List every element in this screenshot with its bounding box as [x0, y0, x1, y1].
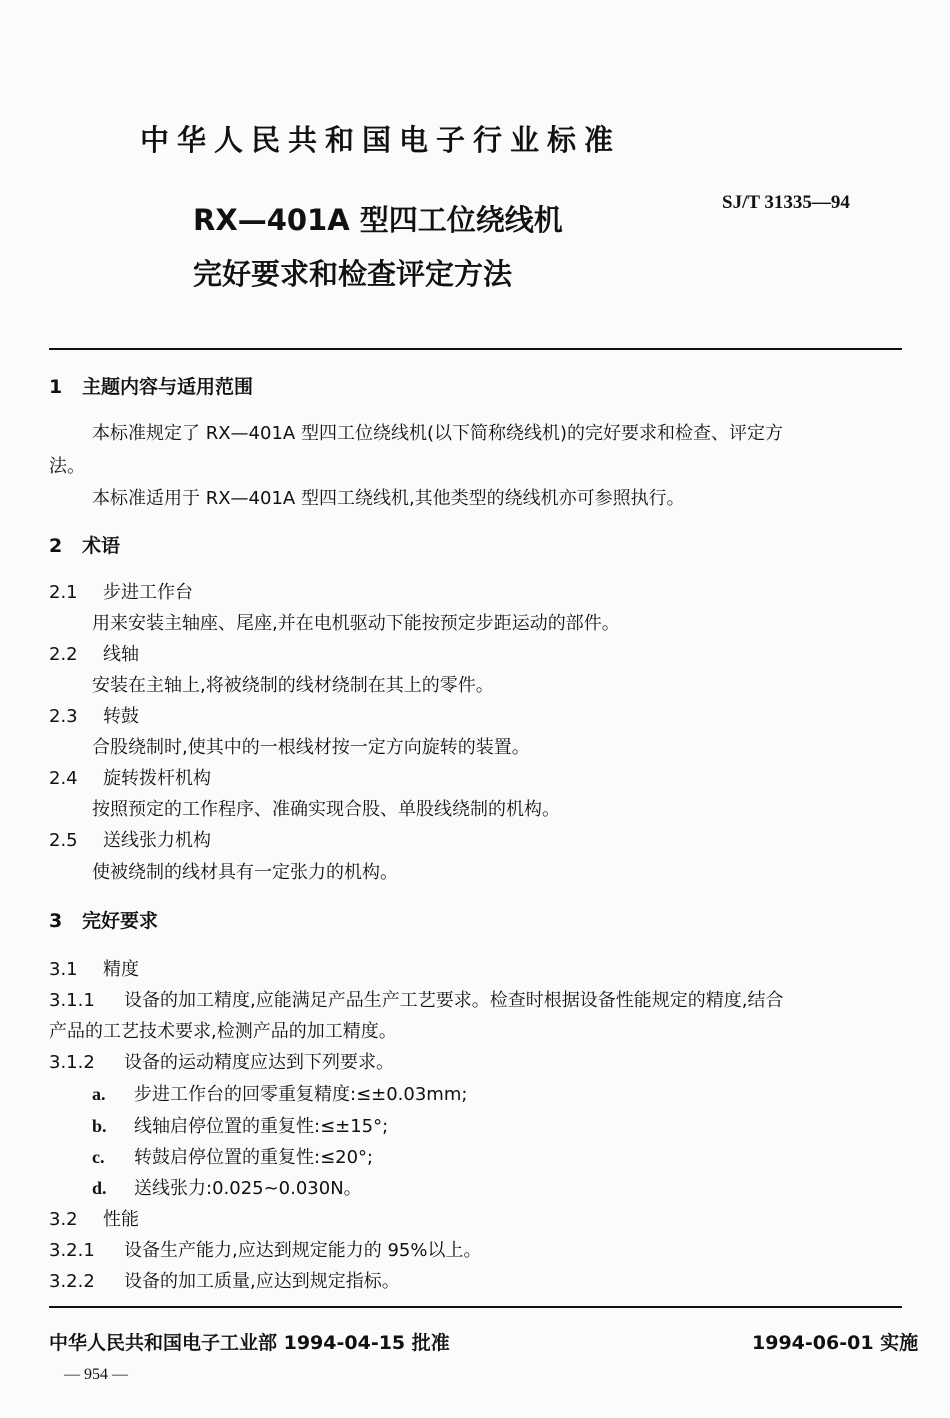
- term-number: 2.1: [49, 582, 78, 603]
- clause-number: 3.1.1: [49, 990, 95, 1011]
- paragraph-applicability: 本标准适用于 RX—401A 型四工绕线机,其他类型的绕线机亦可参照执行。: [92, 488, 685, 509]
- section-title: 完好要求: [82, 910, 159, 932]
- term-definition: 安装在主轴上,将被绕制的线材绕制在其上的零件。: [92, 675, 494, 696]
- term-name: 送线张力机构: [103, 830, 211, 851]
- term-number: 2.3: [49, 706, 78, 727]
- subsection-3-1: [49, 955, 139, 981]
- section-number: 1: [49, 376, 63, 398]
- effective-date: 1994-06-01 实施: [752, 1332, 919, 1354]
- term-number: 2.2: [49, 644, 78, 665]
- list-item-b: [92, 1112, 388, 1138]
- term-definition: 用来安装主轴座、尾座,并在电机驱动下能按预定步距运动的部件。: [92, 613, 620, 634]
- term-name: 步进工作台: [103, 582, 193, 603]
- section-number: 3: [49, 910, 63, 932]
- section-number: 2: [49, 535, 63, 557]
- clause-number: 3.1.2: [49, 1052, 95, 1073]
- document-title-line2: 完好要求和检查评定方法: [193, 257, 513, 291]
- list-item-a: [92, 1080, 467, 1106]
- term-2-2: [49, 640, 139, 666]
- approval-line: 中华人民共和国电子工业部 1994-04-15 批准: [49, 1332, 450, 1354]
- document-title-line1: RX—401A 型四工位绕线机: [193, 203, 563, 237]
- clause-3-2-2: [49, 1267, 400, 1293]
- list-item-c: [92, 1143, 373, 1169]
- paragraph-scope-line1: 本标准规定了 RX—401A 型四工位绕线机(以下简称绕线机)的完好要求和检查、评定方: [92, 423, 783, 444]
- section-3-heading: [49, 906, 158, 933]
- list-letter: a.: [92, 1084, 106, 1104]
- clause-text: 设备的运动精度应达到下列要求。: [124, 1052, 394, 1073]
- section-title: 术语: [82, 535, 121, 557]
- clause-text: 设备的加工精度,应能满足产品生产工艺要求。检查时根据设备性能规定的精度,结合: [124, 990, 784, 1011]
- term-2-4: [49, 764, 211, 790]
- subsection-number: 3.1: [49, 959, 78, 980]
- subsection-title: 性能: [103, 1209, 139, 1230]
- term-2-3: [49, 702, 139, 728]
- standard-code: SJ/T 31335—94: [722, 192, 850, 213]
- standard-category-title: 中华人民共和国电子行业标准: [140, 123, 622, 157]
- list-letter: d.: [92, 1178, 107, 1198]
- page-number: — 954 —: [64, 1366, 128, 1383]
- section-2-heading: [49, 531, 120, 558]
- clause-3-1-2: [49, 1048, 394, 1074]
- section-1-heading: [49, 372, 253, 399]
- section-title: 主题内容与适用范围: [82, 376, 254, 398]
- subsection-number: 3.2: [49, 1209, 78, 1230]
- term-definition: 合股绕制时,使其中的一根线材按一定方向旋转的装置。: [92, 737, 530, 758]
- subsection-3-2: [49, 1205, 139, 1231]
- header-divider: [49, 348, 902, 350]
- clause-number: 3.2.1: [49, 1240, 95, 1261]
- list-text: 送线张力:0.025~0.030N。: [134, 1178, 362, 1199]
- term-definition: 使被绕制的线材具有一定张力的机构。: [92, 862, 398, 883]
- list-letter: b.: [92, 1116, 107, 1136]
- term-name: 线轴: [103, 644, 139, 665]
- term-number: 2.5: [49, 830, 78, 851]
- clause-3-1-1-line1: [49, 986, 783, 1012]
- term-name: 旋转拨杆机构: [103, 768, 211, 789]
- clause-number: 3.2.2: [49, 1271, 95, 1292]
- term-2-5: [49, 826, 211, 852]
- paragraph-scope-line2: 法。: [49, 456, 85, 477]
- term-2-1: [49, 578, 193, 604]
- footer-divider: [49, 1306, 902, 1308]
- list-text: 线轴启停位置的重复性:≤±15°;: [134, 1116, 389, 1137]
- list-item-d: [92, 1174, 362, 1200]
- term-number: 2.4: [49, 768, 78, 789]
- clause-3-2-1: [49, 1236, 481, 1262]
- list-letter: c.: [92, 1147, 105, 1167]
- list-text: 转鼓启停位置的重复性:≤20°;: [134, 1147, 374, 1168]
- term-name: 转鼓: [103, 706, 139, 727]
- clause-text: 设备生产能力,应达到规定能力的 95%以上。: [124, 1240, 482, 1261]
- clause-text: 设备的加工质量,应达到规定指标。: [124, 1271, 400, 1292]
- subsection-title: 精度: [103, 959, 139, 980]
- term-definition: 按照预定的工作程序、准确实现合股、单股线绕制的机构。: [92, 799, 560, 820]
- list-text: 步进工作台的回零重复精度:≤±0.03mm;: [134, 1084, 468, 1105]
- clause-3-1-1-line2: 产品的工艺技术要求,检测产品的加工精度。: [49, 1021, 397, 1042]
